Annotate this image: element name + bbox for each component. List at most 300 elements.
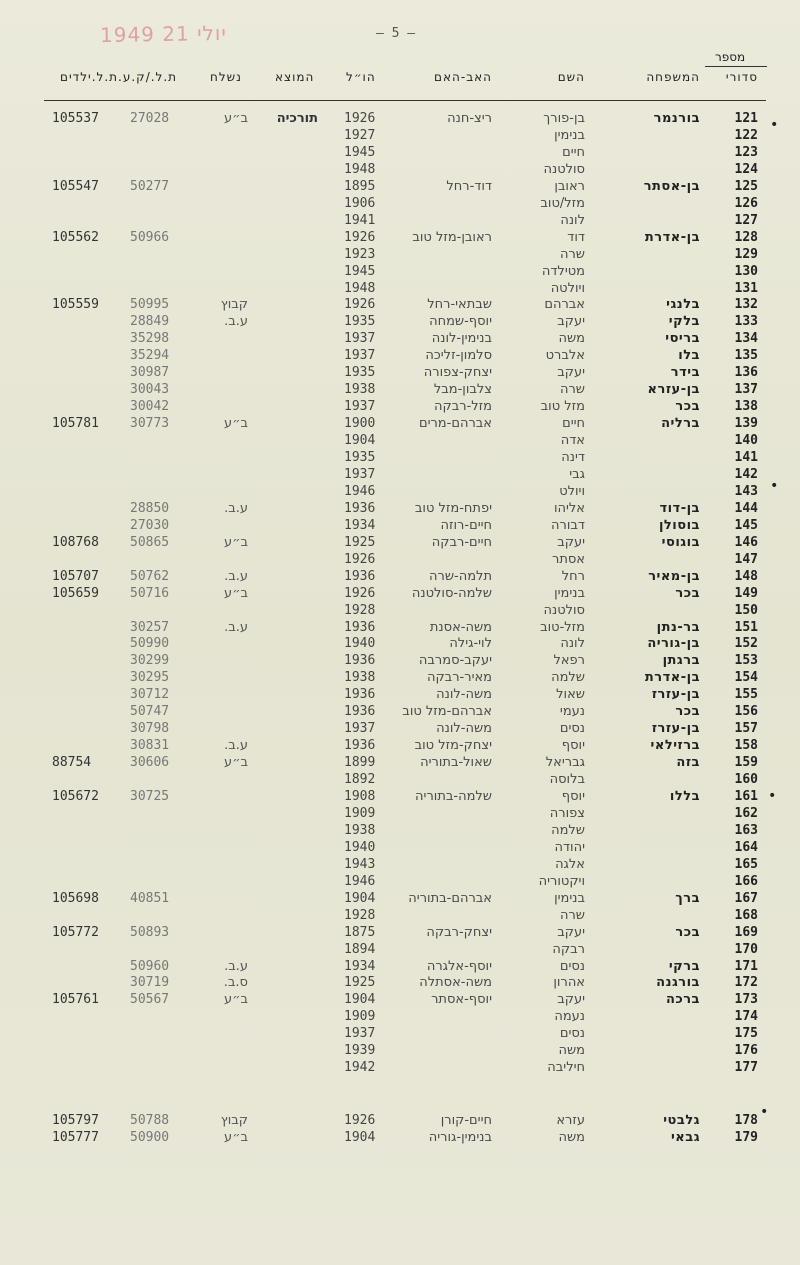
birth-year: 1938 [344, 382, 376, 398]
row-number: 139 [734, 416, 758, 432]
header-sent-to: נשלח [210, 70, 242, 84]
table-row [0, 975, 800, 991]
id-number-b: 50995 [130, 297, 170, 313]
table-row [0, 704, 800, 720]
family-name: בוסולן [658, 517, 700, 533]
first-name: חיליבה [547, 1060, 585, 1076]
row-number: 167 [734, 890, 758, 906]
row-number: 137 [734, 382, 758, 398]
table-row [0, 264, 800, 280]
birth-year: 1926 [344, 229, 376, 245]
row-number: 165 [734, 856, 758, 872]
family-name: בן-אדרת [644, 229, 700, 245]
table-row [0, 1113, 800, 1129]
id-number-b: 50966 [130, 229, 170, 245]
birth-year: 1926 [344, 585, 376, 601]
table-row [0, 518, 800, 534]
id-number-b: 50990 [130, 636, 170, 652]
birth-year: 1937 [344, 1026, 376, 1042]
parents-names: אברהם-מרים [418, 416, 492, 432]
parents-names: משה-אסתלה [419, 975, 492, 991]
row-number: 133 [734, 314, 758, 330]
margin-dot: • [770, 117, 779, 133]
table-row [0, 925, 800, 941]
table-row [0, 281, 800, 297]
first-name: מטילדה [541, 263, 585, 279]
id-number-b: 30725 [130, 789, 170, 804]
birth-year: 1937 [344, 348, 376, 364]
first-name: אליהו [553, 500, 585, 516]
family-name: בריסי [665, 331, 700, 347]
header-rule [44, 100, 766, 101]
parents-names: ראובן-מזל טוב [412, 229, 492, 245]
sent-to: ב״ע [223, 111, 248, 126]
first-name: יוסף [561, 738, 585, 754]
first-name: ויולט [559, 483, 585, 499]
table-row [0, 603, 800, 619]
id-number-a: 105772 [52, 924, 99, 940]
table-row [0, 670, 800, 686]
row-number: 149 [734, 585, 758, 601]
birth-year: 1909 [344, 805, 376, 821]
row-number: 135 [734, 348, 758, 364]
parents-names: חיים-קורן [440, 1113, 492, 1129]
row-number: 156 [734, 704, 758, 720]
parents-names: אברהם-מזל טוב [402, 704, 492, 720]
first-name: שאול [556, 687, 585, 703]
parents-names: חיים-רבקה [431, 534, 492, 550]
birth-year: 1926 [344, 297, 376, 313]
id-number-a: 105707 [52, 568, 99, 584]
page-number: — 5 — [376, 26, 416, 41]
first-name: שרה [559, 382, 585, 398]
first-name: אסתר [551, 551, 585, 567]
table-row [0, 891, 800, 907]
row-number: 144 [734, 500, 758, 516]
first-name: ויולטה [550, 280, 585, 296]
first-name: שרה [559, 246, 585, 262]
sent-to: ע.ב. [224, 500, 248, 516]
birth-year: 1938 [344, 822, 376, 838]
first-name: רבקה [552, 941, 585, 957]
first-name: בלוסה [549, 772, 585, 788]
birth-year: 1936 [344, 687, 376, 703]
table-row [0, 297, 800, 313]
header-family: המשפחה [646, 70, 700, 84]
birth-year: 1934 [344, 958, 376, 974]
first-name: מזל-טוב [540, 619, 585, 635]
table-row [0, 382, 800, 398]
parents-names: משה-לונה [436, 721, 492, 737]
parents-names: משה-לונה [436, 687, 492, 703]
parents-names: יוסף-אלגרה [426, 958, 492, 974]
table-row [0, 484, 800, 500]
table-row [0, 535, 800, 551]
id-number-a: 105562 [52, 229, 99, 245]
row-number: 126 [734, 195, 758, 211]
birth-year: 1928 [344, 907, 376, 923]
row-number: 173 [734, 992, 758, 1008]
parents-names: יצחק-צפורה [423, 365, 492, 381]
row-number: 140 [734, 433, 758, 449]
birth-year: 1934 [344, 517, 376, 533]
header-parents: האב-האם [434, 70, 492, 84]
first-name: אהרון [553, 975, 585, 991]
parents-names: יפתח-מזל טוב [414, 500, 492, 516]
birth-year: 1937 [344, 331, 376, 347]
family-name: בן-דוד [659, 500, 700, 516]
row-number: 122 [734, 127, 758, 143]
table-row [0, 111, 800, 127]
birth-year: 1892 [344, 772, 376, 788]
table-row [0, 653, 800, 669]
header-ids: ת.ל./ק.ע.ת.ל.ילדים [60, 70, 178, 84]
sent-to: קבוץ [220, 1113, 248, 1129]
birth-year: 1936 [344, 568, 376, 584]
parents-names: משה-אסנת [429, 619, 492, 635]
family-name: בורנמר [653, 111, 700, 126]
table-row [0, 569, 800, 585]
first-name: סולטנה [543, 161, 585, 177]
row-number: 166 [734, 873, 758, 889]
row-number: 154 [734, 670, 758, 686]
table-row [0, 857, 800, 873]
row-number: 134 [734, 331, 758, 347]
row-number: 145 [734, 517, 758, 533]
id-number-b: 35294 [130, 348, 170, 364]
table-row [0, 687, 800, 703]
id-number-b: 30606 [130, 755, 170, 771]
family-name: גבאי [670, 1130, 700, 1146]
table-row [0, 908, 800, 924]
birth-year: 1945 [344, 263, 376, 279]
id-number-b: 28849 [130, 314, 170, 330]
id-number-b: 30773 [130, 416, 170, 432]
parents-names: שבתאי-רחל [427, 297, 492, 313]
birth-year: 1928 [344, 602, 376, 618]
id-number-b: 50900 [130, 1130, 170, 1146]
row-number: 169 [734, 924, 758, 940]
birth-year: 1926 [344, 551, 376, 567]
row-number: 163 [734, 822, 758, 838]
date-stamp: 1949 יולי 21 [99, 20, 228, 48]
first-name: יעקב [557, 365, 585, 381]
id-number-a: 108768 [52, 534, 99, 550]
family-name: בללו [669, 789, 700, 804]
table-row [0, 230, 800, 246]
table-row [0, 467, 800, 483]
birth-year: 1927 [344, 127, 376, 143]
first-name: יעקב [557, 534, 585, 550]
first-name: גבי [569, 466, 585, 482]
row-number: 177 [734, 1060, 758, 1076]
table-row [0, 331, 800, 347]
id-number-b: 50788 [130, 1113, 170, 1129]
family-name: ברך [675, 890, 700, 906]
id-number-b: 30299 [130, 653, 170, 669]
first-name: בן-פורך [543, 111, 585, 126]
birth-year: 1936 [344, 500, 376, 516]
birth-year: 1948 [344, 280, 376, 296]
birth-year: 1935 [344, 314, 376, 330]
id-number-b: 50762 [130, 568, 170, 584]
parents-names: חיים-רוזה [440, 517, 492, 533]
row-number: 127 [734, 212, 758, 228]
birth-year: 1904 [344, 890, 376, 906]
first-name: נסים [559, 721, 585, 737]
first-name: אברהם [544, 297, 585, 313]
first-name: גבריאל [545, 755, 585, 771]
birth-year: 1937 [344, 466, 376, 482]
row-number: 142 [734, 466, 758, 482]
family-name: בכר [675, 585, 700, 601]
first-name: יעקב [557, 314, 585, 330]
id-number-b: 27030 [130, 517, 170, 533]
id-number-a: 105672 [52, 789, 99, 804]
parents-names: לוי-גילה [449, 636, 492, 652]
id-number-b: 50893 [130, 924, 170, 940]
family-name: בכר [675, 704, 700, 720]
id-number-b: 30257 [130, 619, 170, 635]
sent-to: ב״ע [223, 1130, 248, 1146]
parents-names: יצחק-מזל טוב [414, 738, 492, 754]
sent-to: ב״ע [223, 755, 248, 771]
parents-names: בנימין-גוריה [428, 1130, 492, 1146]
table-row [0, 196, 800, 212]
birth-year: 1904 [344, 433, 376, 449]
parents-names: מזל-רבקה [434, 399, 492, 415]
birth-year: 1948 [344, 161, 376, 177]
table-row [0, 314, 800, 330]
table-row [0, 433, 800, 449]
family-name: בלקי [668, 314, 700, 330]
birth-year: 1925 [344, 534, 376, 550]
id-number-b: 50865 [130, 534, 170, 550]
family-name: בלנגי [666, 297, 700, 313]
origin-country: תורכיה [276, 111, 318, 126]
birth-year: 1939 [344, 1043, 376, 1059]
row-number: 153 [734, 653, 758, 669]
table-row [0, 399, 800, 415]
table-row [0, 450, 800, 466]
id-number-b: 30987 [130, 365, 170, 381]
birth-year: 1942 [344, 1060, 376, 1076]
table-row [0, 586, 800, 602]
parents-names: שלמה-סולטנה [411, 585, 492, 601]
table-row [0, 1060, 800, 1076]
table-row [0, 1026, 800, 1042]
id-number-b: 50716 [130, 585, 170, 601]
row-number: 175 [734, 1026, 758, 1042]
parents-names: סלמון-זליכה [425, 348, 492, 364]
first-name: בנימין [554, 127, 585, 143]
row-number: 176 [734, 1043, 758, 1059]
first-name: אלברט [545, 348, 585, 364]
id-number-b: 40851 [130, 890, 170, 906]
birth-year: 1899 [344, 755, 376, 771]
birth-year: 1937 [344, 721, 376, 737]
id-number-a: 105559 [52, 297, 99, 313]
table-row [0, 1043, 800, 1059]
table-row [0, 738, 800, 754]
sent-to: ע.ב. [224, 568, 248, 584]
parents-names: מאיר-רבקה [426, 670, 492, 686]
first-name: אדה [560, 433, 585, 449]
table-row [0, 501, 800, 517]
parents-names: אברהם-בתוריה [408, 890, 492, 906]
first-name: חיים [562, 144, 585, 160]
birth-year: 1936 [344, 653, 376, 669]
table-row [0, 755, 800, 771]
first-name: דוד [567, 229, 585, 245]
parents-names: יוסף-אסתר [431, 992, 492, 1008]
birth-year: 1925 [344, 975, 376, 991]
row-number: 155 [734, 687, 758, 703]
sent-to: ב״ע [223, 585, 248, 601]
id-number-b: 50567 [130, 992, 170, 1008]
table-row [0, 636, 800, 652]
id-number-b: 35298 [130, 331, 170, 347]
row-number: 162 [734, 805, 758, 821]
table-row [0, 365, 800, 381]
first-name: מזל טוב [540, 399, 585, 415]
family-name: בורגנה [656, 975, 700, 991]
family-name: בר-נתן [656, 619, 700, 635]
table-row [0, 145, 800, 161]
first-name: משה [558, 1130, 585, 1146]
row-number: 121 [734, 111, 758, 126]
family-name: ברליה [661, 416, 700, 432]
table-row [0, 162, 800, 178]
table-row [0, 179, 800, 195]
margin-dot: • [760, 1104, 769, 1120]
table-row [0, 128, 800, 144]
table-row [0, 789, 800, 805]
table-row [0, 1009, 800, 1025]
sent-to: ע.ב. [224, 619, 248, 635]
first-name: משה [558, 331, 585, 347]
family-name: בן-אדרת [644, 670, 700, 686]
table-row [0, 772, 800, 788]
first-name: יוסף [561, 789, 585, 804]
row-number: 123 [734, 144, 758, 160]
row-number: 138 [734, 399, 758, 415]
sent-to: ס.ב. [223, 975, 248, 991]
margin-dot: • [768, 788, 777, 804]
first-name: לונה [560, 212, 585, 228]
first-name: נסים [559, 1026, 585, 1042]
birth-year: 1940 [344, 839, 376, 855]
header-number: סדורי [725, 70, 758, 84]
parents-names: שאול-בתוריה [420, 755, 492, 771]
sent-to: ע.ב. [224, 738, 248, 754]
first-name: דבורה [551, 517, 585, 533]
first-name: בנימין [554, 585, 585, 601]
row-number: 147 [734, 551, 758, 567]
id-number-b: 27028 [130, 111, 170, 126]
birth-year: 1904 [344, 1130, 376, 1146]
row-number: 128 [734, 229, 758, 245]
first-name: אלגה [555, 856, 585, 872]
table-row [0, 1130, 800, 1146]
sent-to: ע.ב. [224, 958, 248, 974]
parents-names: יצחק-רבקה [426, 924, 492, 940]
birth-year: 1900 [344, 416, 376, 432]
first-name: נעמה [554, 1009, 585, 1025]
id-number-a: 105761 [52, 992, 99, 1008]
birth-year: 1894 [344, 941, 376, 957]
first-name: דינה [561, 450, 585, 465]
birth-year: 1926 [344, 111, 376, 126]
first-name: ראובן [554, 178, 585, 194]
table-row [0, 552, 800, 568]
row-number: 131 [734, 280, 758, 296]
row-number: 132 [734, 297, 758, 313]
id-number-b: 50277 [130, 178, 170, 194]
table-row [0, 213, 800, 229]
family-name: ברזילאי [650, 738, 700, 754]
row-number: 130 [734, 263, 758, 279]
id-number-b: 30719 [130, 975, 170, 991]
parents-names: בנימין-לונה [431, 331, 492, 347]
birth-year: 1937 [344, 399, 376, 415]
first-name: נסים [559, 958, 585, 974]
first-name: יעקב [557, 992, 585, 1008]
parents-names: יוסף-שמחה [429, 314, 492, 330]
parents-names: יעקב-סמרבה [418, 653, 492, 669]
parents-names: שלמה-בתוריה [415, 789, 492, 804]
id-number-a: 105547 [52, 178, 99, 194]
family-name: בלו [678, 348, 700, 364]
family-name: ברגתן [662, 653, 700, 669]
margin-dot: • [770, 478, 779, 494]
row-number: 136 [734, 365, 758, 381]
birth-year: 1940 [344, 636, 376, 652]
sent-to: ב״ע [223, 992, 248, 1008]
id-number-a: 88754 [52, 755, 92, 771]
birth-year: 1926 [344, 1113, 376, 1129]
family-name: בן-עזרז [651, 721, 700, 737]
id-number-b: 30798 [130, 721, 170, 737]
row-number: 124 [734, 161, 758, 177]
family-name: בזה [676, 755, 700, 771]
birth-year: 1895 [344, 178, 376, 194]
row-number: 129 [734, 246, 758, 262]
id-number-b: 50960 [130, 958, 170, 974]
first-name: מזל/טוב [540, 195, 585, 211]
first-name: סולטנה [543, 602, 585, 618]
table-row [0, 942, 800, 958]
birth-year: 1943 [344, 856, 376, 872]
first-name: שלמה [551, 670, 585, 686]
first-name: יעקב [557, 924, 585, 940]
sent-to: ב״ע [223, 416, 248, 432]
parents-names: צלבון-מבל [433, 382, 492, 398]
row-number: 148 [734, 568, 758, 584]
family-name: בוגוסי [661, 534, 700, 550]
family-name: בכר [675, 924, 700, 940]
row-number: 179 [734, 1130, 758, 1146]
sent-to: ע.ב. [224, 314, 248, 330]
row-number: 141 [734, 450, 758, 465]
birth-year: 1875 [344, 924, 376, 940]
id-number-b: 30042 [130, 399, 170, 415]
header-first-name: השם [557, 70, 585, 84]
parents-names: תלמה-שרה [429, 568, 492, 584]
row-number: 150 [734, 602, 758, 618]
first-name: נעמי [559, 704, 585, 720]
header-origin: המוצא [275, 70, 315, 84]
